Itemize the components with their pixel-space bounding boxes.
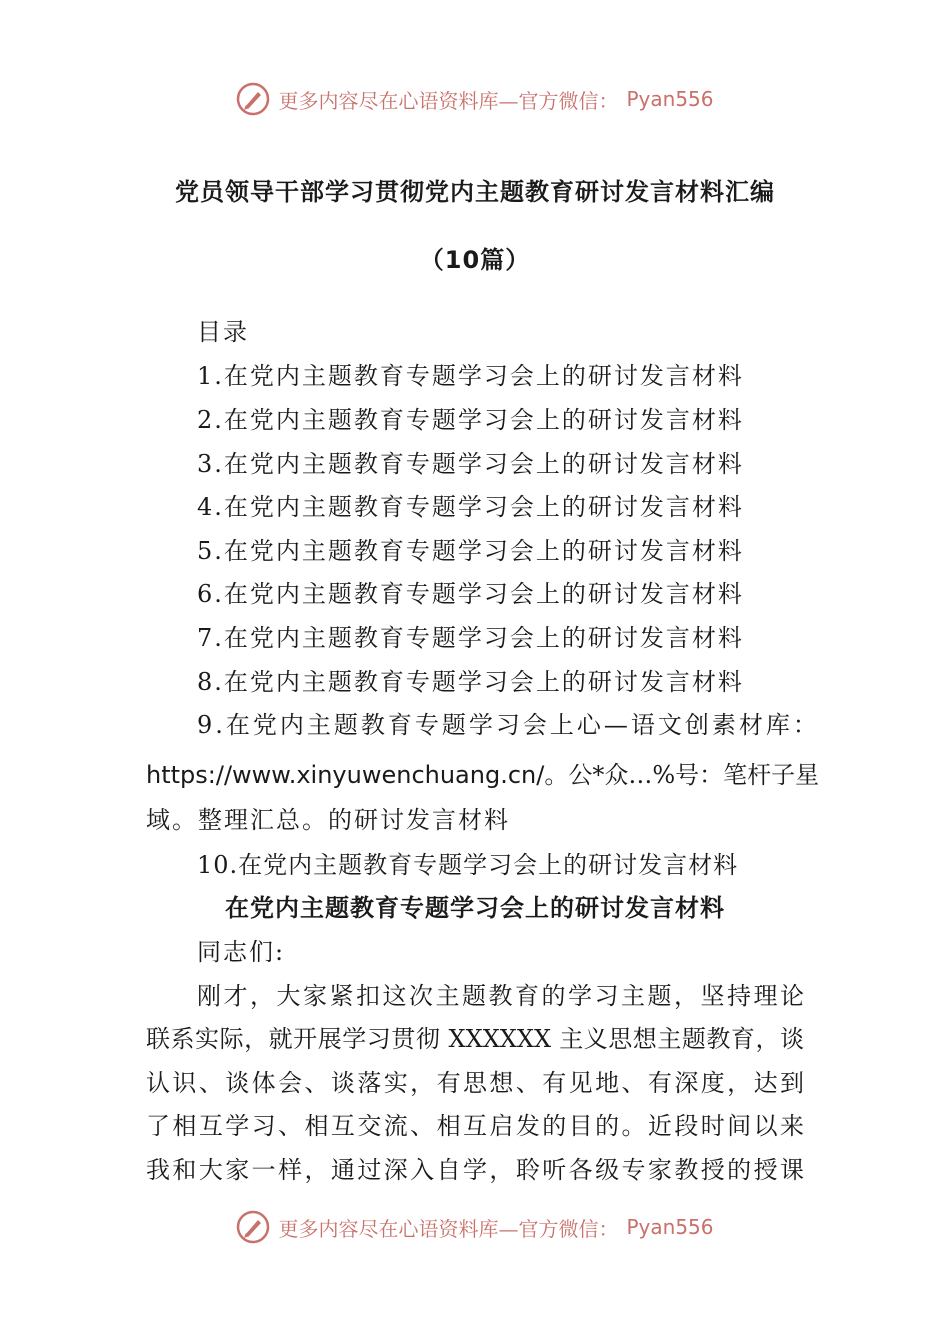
toc-item: 10.在党内主题教育专题学习会上的研讨发言材料 (197, 851, 739, 879)
toc-item-9-line2 (146, 755, 820, 790)
watermark-id: Pyan556 (626, 1215, 714, 1239)
body-line: 我和大家一样，通过深入自学，聆听各级专家教授的授课 (146, 1156, 804, 1184)
salutation: 同志们: (197, 938, 286, 966)
toc-item: 7.在党内主题教育专题学习会上的研讨发言材料 (197, 624, 744, 652)
body-line: 认识、谈体会、谈落实，有思想、有见地、有深度，达到 (146, 1069, 804, 1097)
watermark-id: Pyan556 (626, 87, 714, 111)
toc-item-9-line3: 域。整理汇总。的研讨发言材料 (146, 806, 510, 834)
document-title: 党员领导干部学习贯彻党内主题教育研讨发言材料汇编 (175, 178, 775, 206)
body-line: 联系实际，就开展学习贯彻 XXXXXX 主义思想主题教育，谈 (146, 1025, 804, 1053)
toc-item-9-line1: 9.在党内主题教育专题学习会上心—语文创素材库： (197, 711, 820, 739)
header-watermark (0, 82, 950, 116)
pen-logo-icon (236, 82, 270, 116)
section-title: 在党内主题教育专题学习会上的研讨发言材料 (225, 894, 725, 922)
body-line: 了相互学习、相互交流、相互启发的目的。近段时间以来 (146, 1112, 804, 1140)
document-subtitle: （10篇） (419, 246, 531, 274)
watermark-text: 更多内容尽在心语资料库—官方微信： (278, 88, 619, 113)
toc-item: 8.在党内主题教育专题学习会上的研讨发言材料 (197, 668, 744, 696)
source-url-link[interactable]: https://www.xinyuwenchuang.cn/ (146, 761, 545, 789)
toc-heading: 目录 (197, 318, 249, 346)
toc-item: 1.在党内主题教育专题学习会上的研讨发言材料 (197, 362, 744, 390)
toc-item-9-line2-rest: 。公*众…%号：笔杆子星 (544, 761, 820, 789)
toc-item: 4.在党内主题教育专题学习会上的研讨发言材料 (197, 493, 744, 521)
footer-watermark (0, 1210, 950, 1244)
pen-logo-icon (236, 1210, 270, 1244)
toc-item: 5.在党内主题教育专题学习会上的研讨发言材料 (197, 537, 744, 565)
body-line: 刚才，大家紧扣这次主题教育的学习主题，坚持理论 (197, 982, 804, 1010)
toc-item: 6.在党内主题教育专题学习会上的研讨发言材料 (197, 580, 744, 608)
toc-item: 3.在党内主题教育专题学习会上的研讨发言材料 (197, 450, 744, 478)
watermark-text: 更多内容尽在心语资料库—官方微信： (278, 1216, 619, 1241)
toc-item: 2.在党内主题教育专题学习会上的研讨发言材料 (197, 406, 744, 434)
